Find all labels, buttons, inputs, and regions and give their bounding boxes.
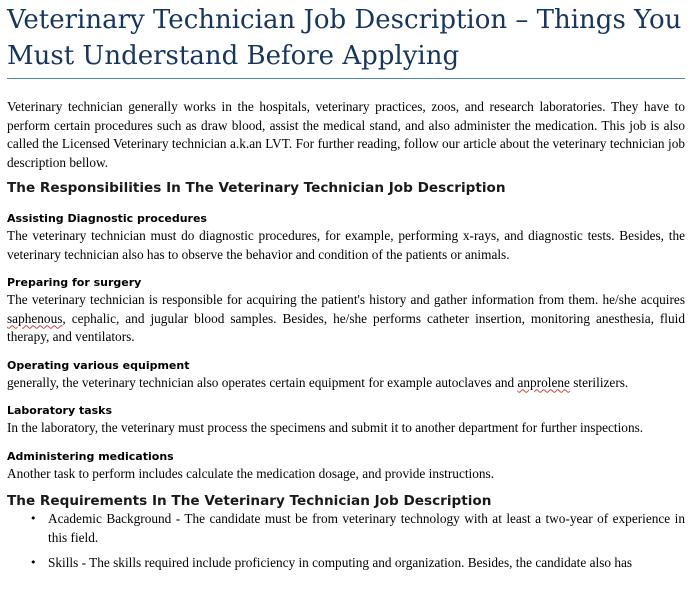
- text-segment: sterilizers.: [569, 374, 629, 390]
- section-text: [7, 374, 685, 393]
- section-text: [7, 291, 685, 347]
- section-title: Administering medications: [7, 449, 174, 463]
- spelling-flag[interactable]: saphenous: [7, 310, 63, 326]
- document-page: [7, 0, 685, 573]
- text-segment: , cephalic, and jugular blood samples. Besides, he/she performs catheter insertion, monitoring anesthesia, fluid therapy, and ventilators.: [7, 310, 685, 344]
- requirements-list: [7, 510, 685, 573]
- text-segment: The veterinary technician is responsible for acquiring the patient's history and gather information from them. he/she acquires: [7, 292, 685, 307]
- intro-paragraph: Veterinary technician generally works in the hospitals, veterinary practices, zoos, and research laboratories. They have to perform certain procedures such as draw blood, assist the medical stand, and also administer the medication. This job is also called the Licensed Veterinary technician a.k.an LVT. For further reading, follow our article about the veterinary technician job description bellow.: [7, 99, 685, 170]
- list-item: [7, 510, 685, 547]
- section-title: Assisting Diagnostic procedures: [7, 212, 207, 225]
- section-title: Operating various equipment: [7, 358, 190, 372]
- section-text: In the laboratory, the veterinary must process the specimens and submit it to another department for further inspections.: [7, 420, 644, 435]
- list-item-text: Academic Background - The candidate must be from veterinary technology with at least a two-year of experience in this field.: [48, 511, 685, 545]
- responsibility-section: [7, 403, 685, 438]
- responsibilities-heading: The Responsibilities In The Veterinary Technician Job Description: [7, 180, 506, 196]
- spelling-flag[interactable]: anprolene: [517, 374, 570, 390]
- section-text: Another task to perform includes calculate the medication dosage, and provide instructions.: [7, 465, 495, 481]
- responsibility-section: [7, 449, 685, 484]
- document-title: Veterinary Technician Job Description – Things You Must Understand Before Applying: [7, 2, 685, 79]
- list-item: [7, 554, 685, 573]
- section-text: The veterinary technician must do diagnostic procedures, for example, performing x-rays, and diagnostic tests. Besides, the veterinary technician also has to observe the behavior and condition of the patients or animals.: [7, 228, 685, 262]
- list-item-text: Skills - The skills required include proficiency in computing and organization. Besides, the candidate also has: [48, 555, 633, 570]
- responsibility-section: [7, 211, 685, 264]
- section-title: Laboratory tasks: [7, 404, 113, 417]
- bullet-icon: •: [30, 512, 37, 525]
- responsibility-section: [7, 275, 685, 347]
- responsibility-section: [7, 358, 685, 393]
- section-title: Preparing for surgery: [7, 276, 142, 289]
- text-segment: generally, the veterinary technician also operates certain equipment for example autoclaves and: [7, 374, 518, 390]
- requirements-heading: The Requirements In The Veterinary Technician Job Description: [7, 493, 492, 509]
- bullet-icon: •: [30, 556, 37, 569]
